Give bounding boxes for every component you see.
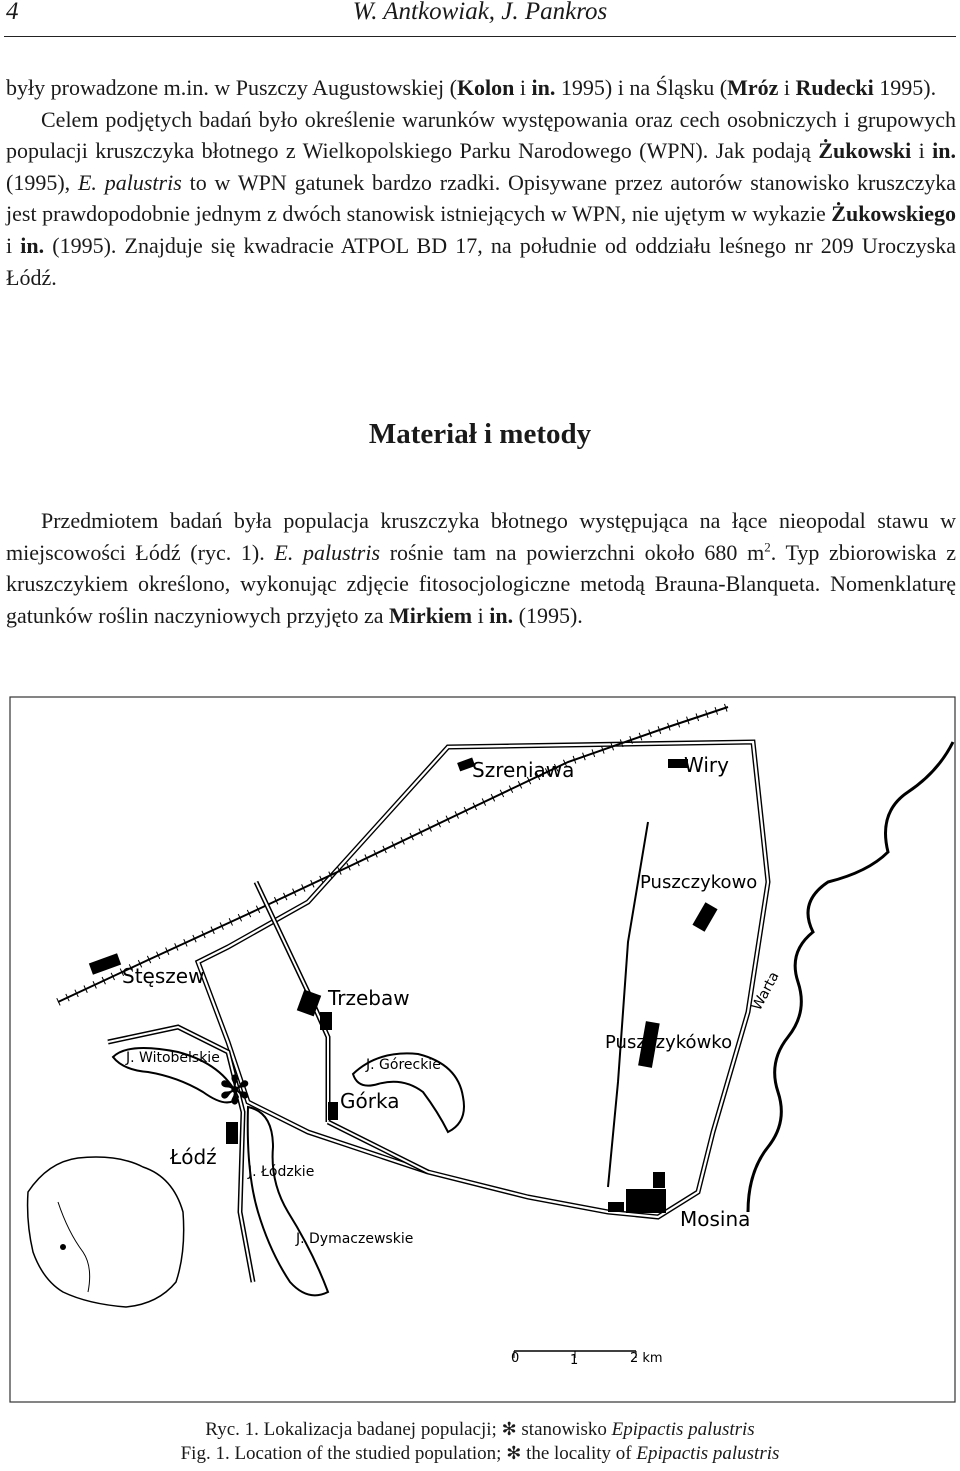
author-rudecki: Rudecki [795,75,874,100]
label-warta: Warta [749,969,783,1014]
superscript: 2 [764,539,771,555]
intro-paragraph [6,72,956,293]
author-mirkiem: Mirkiem [389,602,473,628]
text-run: . Typ zbiorowiska z kruszczykiem określono, wykonując zdjęcie fitosocjologiczne metodą Brauna-Blanqueta. Nomenklaturę gatunków roślin naczyniowych przyjęto za [6,539,957,628]
text-run: 1995). [873,75,937,100]
section-title: Materiał i metody [368,418,592,450]
page-header [0,0,960,40]
species-name: E. palustris [77,169,182,195]
species-name: Epipactis palustris [636,1443,780,1464]
text-run: to w WPN gatunek bardzo rzadki. Opisywane przez autorów stanowisko kruszczyka jest prawdopodobnie jednym z dwóch stanowisk istniejących w WPN, nie ujętym w wykazie [6,169,956,227]
text-run: i [911,138,933,164]
et-al: in. [932,138,956,164]
text-run: (1995). Znajduje się kwadracie ATPOL BD 17, na południe od oddziału leśnego nr 209 Uroczyska Łódź. [6,232,956,290]
species-name: E. palustris [274,539,381,565]
location-map [8,692,958,1410]
label-witobelskie: J. Witobelskie [126,1050,220,1066]
text-run: 1995) i na Śląsku ( [555,75,728,100]
label-steszew: Stęszew [122,964,205,988]
text-run: (1995), [6,169,78,195]
text-run: i [778,75,796,100]
text-run: rośnie tam na powierzchni około 680 m [380,539,765,565]
et-al: in. [489,602,514,628]
locality-star-icon: ✻ [506,1443,522,1464]
page-number: 4 [6,0,19,25]
species-name: Epipactis palustris [611,1419,755,1440]
label-gorka: Górka [340,1089,400,1113]
et-al: in. [531,75,556,100]
author-mroz: Mróz [727,75,779,100]
poland-inset-map [28,1157,184,1307]
text-run: (1995). [513,602,583,628]
text-run: Przedmiotem badań była populacja kruszczyka błotnego występująca na łące nieopodal stawu w miejscowości Łódź (ryc. 1). [6,508,956,565]
label-mosina: Mosina [680,1207,751,1231]
main-road [198,742,768,1217]
scale-label-0: 0 [511,1351,520,1366]
text-run: i [472,602,490,628]
header-rule [4,36,956,37]
text-run: i [6,232,21,258]
caption-text: stanowisko [516,1419,612,1440]
text-run: i [514,75,532,100]
label-goreckie: J. Góreckie [366,1057,441,1073]
caption-text: the locality of [521,1443,637,1464]
methods-paragraph [6,505,956,631]
caption-polish [0,1419,960,1441]
label-puszczykowo: Puszczykowo [640,872,758,893]
text-run: były prowadzone m.in. w Puszczy Augustowskiej ( [6,75,457,100]
label-szreniawa: Szreniawa [472,758,575,782]
scale-label-1: 1 [570,1353,579,1368]
label-trzebaw: Trzebaw [328,986,410,1010]
label-lodzkie: J. Łódzkie [248,1164,315,1180]
author-zukowski: Żukowski [818,138,912,164]
locality-star-icon: ✻ [218,1068,252,1114]
map-svg [8,692,958,1410]
caption-text: Ryc. 1. Lokalizacja badanej populacji; [205,1419,502,1440]
running-title: W. Antkowiak, J. Pankros [352,0,608,25]
scale-label-2km: 2 km [630,1351,663,1366]
label-dymaczewskie: J. Dymaczewskie [296,1231,414,1247]
text-run: Celem podjętych badań było określenie warunków występowania oraz cech osobniczych i grupowych populacji kruszczyka błotnego z Wielkopolskiego Parku Narodowego (WPN). Jak podają [6,106,956,164]
caption-english [0,1443,960,1465]
label-puszczykowko: Puszczykówko [605,1032,733,1053]
locality-star-icon: ✻ [501,1419,517,1440]
author-zukowskiego: Żukowskiego [831,201,956,227]
label-wiry: Wiry [684,753,729,777]
caption-text: Fig. 1. Location of the studied population; [180,1443,507,1464]
label-lodz: Łódź [170,1145,217,1169]
author-kolon: Kolon [456,75,515,100]
et-al: in. [20,232,45,258]
